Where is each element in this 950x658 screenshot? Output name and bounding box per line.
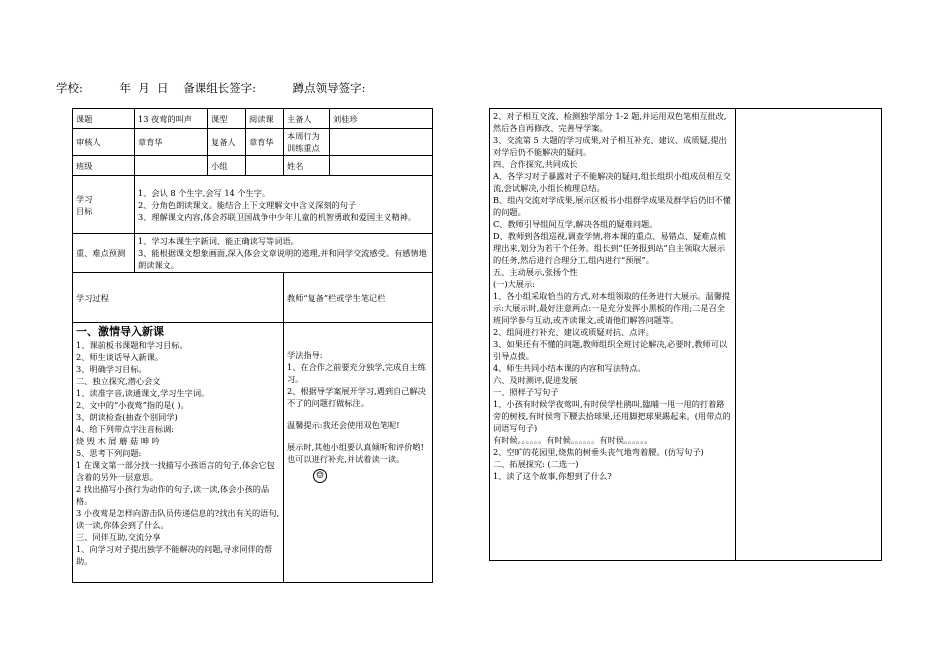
goal-item: 2、分角色朗读课文。能结合上下文理解文中含义深刻的句子: [138, 199, 357, 210]
lesson-plan-continued-table: [489, 108, 882, 561]
host-label: 主备人: [284, 109, 330, 129]
page-header: [56, 80, 366, 96]
class-label: 班级: [73, 156, 135, 176]
reviewer-label: 审核人: [73, 129, 135, 156]
name-label: 姓名: [284, 156, 330, 176]
leader-sign-label: 备课组长签字:: [183, 81, 257, 95]
key-points-content: [135, 234, 433, 273]
reviewer-value: 章育华: [135, 129, 208, 156]
focus-label: 本周行为训练重点: [284, 129, 330, 156]
goal-item: 3、理解课文内容,体会苏联卫国战争中少年儿童的机智勇敢和爱国主义精神。: [138, 211, 417, 222]
group-value: [246, 156, 284, 176]
host-value: 刘桂珍: [330, 109, 433, 129]
key-point-item: 3、能根据课文想象画面,深入体会文章说明的道理,并和同学交流感受。有感情地朗读课文。: [138, 248, 427, 270]
continued-content: 2、对子相互交流、检测独学部分 1-2 题,并运用双色笔相互批改,然后各自再修改、完善导学案。 3、交流第 5 大题的学习成果,对子相互补充、建议、成质疑,提出对学后仍不能解决的疑问。 四、合作探究,共同成长 A、各学习对子暴露对子不能解决的疑问,组长组织小组成员相互交流,尝试解决,小组长梳理总结。 B、组内交流对学成果,展示区板书小组群学成果及群学后仍旧不懂的问题。 C、教师引导组间互学,解决各组的疑难问题。 D、教师到各组巡视,调查学情,将本课的重点、易错点、疑难点梳理出来,划分为若干个任务。组长到“任务报到站”自主领取大展示的任务,然后进行合理分工,组内进行“预展”。 五、主动展示,张扬个性 (一)大展示: 1、各小组采取恰当的方式,对本组领取的任务进行大展示。温馨提示:大展示时,最好注意两点:一是充分发挥小黑板的作用;二是召全班同学参与互动,或齐读课文,或请他们解答问题等。 2、组间进行补充、建议或质疑对抗、点评。 3、如果还有不懂的问题,教师组织全班讨论解决,必要时,教师可以引导点拨。 4、师生共同小结本课的内容和写法特点。 六、及时测评,促进发展 一、照样子写句子 1、小孩有时候学夜莺叫,有时侯学杜鹃叫,臨晡一甩一甩的打着路旁的树枝,有时侯弯下腰去拾球果,还用脚把球果踢起来。(用带点的词语写句子) 有时候。。。。。。有时候。。。。。。有时侯。。。。。。 2、空旷的花园里,烧焦的树垂头丧气地弯着腰。(仿写句子) 二、拓展探究: (二选一) 1、读了这个故事,你想到了什么?: [490, 109, 736, 561]
goals-label: 学习 目标: [73, 176, 135, 234]
inspector-sign-label: 蹲点领导签字:: [292, 81, 366, 95]
section-title: 一、激情导入新课: [76, 325, 164, 338]
goal-item: 1、会认 8 个生字,会写 14 个生字。: [138, 187, 271, 198]
type-value: 阅读课: [246, 109, 284, 129]
rehost-label: 复备人: [208, 129, 246, 156]
topic-value: 13 夜莺的叫声: [135, 109, 208, 129]
date-label: 年 月 日: [119, 81, 169, 95]
class-value: [135, 156, 208, 176]
continued-notes: [736, 109, 882, 561]
rehost-value: 章育华: [246, 129, 284, 156]
smiley-icon: ☺: [313, 469, 327, 483]
topic-label: 课题: [73, 109, 135, 129]
type-label: 课型: [208, 109, 246, 129]
school-label: 学校:: [56, 81, 83, 95]
goals-content: [135, 176, 433, 234]
notes-column-title: 教师“复备”栏或学生笔记栏: [284, 273, 433, 323]
name-value: [330, 156, 433, 176]
group-label: 小组: [208, 156, 246, 176]
process-label: 学习过程: [73, 273, 284, 323]
focus-value: [330, 129, 433, 156]
lesson-plan-table: [72, 108, 433, 583]
key-points-label: 重、难点预测: [73, 234, 135, 273]
key-point-item: 1、学习本课生字新词、能正确读写等词语。: [138, 236, 299, 246]
process-content: 一、激情导入新课 1、课前板书课题和学习目标。 2、师生谈话导入新课。 3、明确学习目标。 二、独立探究,潜心会文 1、读准字音,读通课文,学习生字词。 2、文中的“小夜莺”指的是( )。 3、朗读检查(抽查个别同学) 4、给下列带点字注音标调: 烧 毁 木 屑 蘑 菇 呻 吟 5、思考下列问题: 1 在课文第一部分找一找描写小孩语言的句子,体会它包含着的另外一层意思。 2 找出描写小孩行为动作的句子,读一读,体会小孩的品格。 3 小夜莺是怎样向游击队员传递信息的?找出有关的语句,读一读,你体会到了什么。 三、同伴互助,交流分享 1、向学习对子提出独学不能解决的问题,寻求同伴的帮助。: [73, 323, 284, 583]
notes-content: 学法指导: 1、在合作之前要充分独学,完成自主练习。 2、根据导学案展开学习,遇到自己解决不了的问题打做标注。 温馨提示:我还会使用双色笔呢! 展示时,其他小组要认真倾听和评价哟!也可以进行补充,并试着读一读。 ☺: [284, 323, 433, 583]
